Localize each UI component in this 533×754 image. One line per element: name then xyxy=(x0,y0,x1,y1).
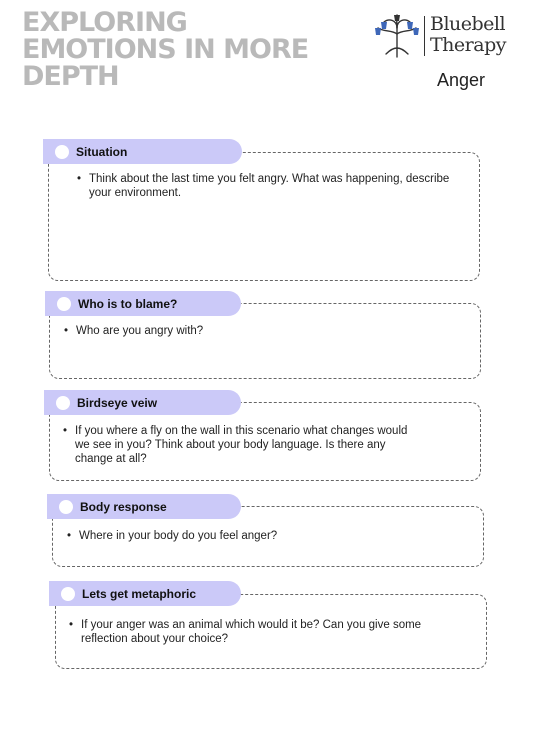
circle-icon xyxy=(55,145,69,159)
section-header xyxy=(45,291,241,316)
prompt-text: • Where in your body do you feel anger? xyxy=(67,529,467,543)
section-header xyxy=(43,139,242,164)
prompt-list xyxy=(67,529,467,543)
bluebell-flower-icon xyxy=(372,14,422,58)
section-label: Birdseye veiw xyxy=(77,395,158,410)
section-label: Body response xyxy=(80,499,167,514)
logo-divider xyxy=(424,16,425,56)
logo-line: Therapy xyxy=(430,34,506,56)
prompt-list xyxy=(63,424,415,466)
prompt-text: • Who are you angry with? xyxy=(64,324,464,338)
logo-text xyxy=(430,14,506,56)
circle-icon xyxy=(57,297,71,311)
section-label: Situation xyxy=(76,144,128,159)
prompt-text: • Think about the last time you felt angry. What was happening, describe your environment. xyxy=(77,172,469,200)
section-header xyxy=(47,494,241,519)
page-title xyxy=(22,9,308,90)
prompt-list xyxy=(64,324,464,338)
logo-line: Bluebell xyxy=(430,13,506,35)
section-label: Who is to blame? xyxy=(78,296,178,311)
prompt-list xyxy=(77,172,469,200)
prompt-text: • If your anger was an animal which would it be? Can you give some reflection about your choice? xyxy=(69,618,429,646)
prompt-text: • If you where a fly on the wall in this scenario what changes would we see in you? Think about your body language. Is there any change at all? xyxy=(63,424,415,466)
page-subtitle: Anger xyxy=(437,70,486,90)
section-header xyxy=(44,390,241,415)
title-line: DEPTH xyxy=(22,61,119,92)
title-line: EMOTIONS IN MORE xyxy=(22,34,309,65)
circle-icon xyxy=(59,500,73,514)
section-label: Lets get metaphoric xyxy=(82,586,197,601)
section-header xyxy=(49,581,241,606)
circle-icon xyxy=(61,587,75,601)
circle-icon xyxy=(56,396,70,410)
logo xyxy=(372,14,522,60)
prompt-list xyxy=(69,618,429,646)
title-line: EXPLORING xyxy=(22,7,187,38)
